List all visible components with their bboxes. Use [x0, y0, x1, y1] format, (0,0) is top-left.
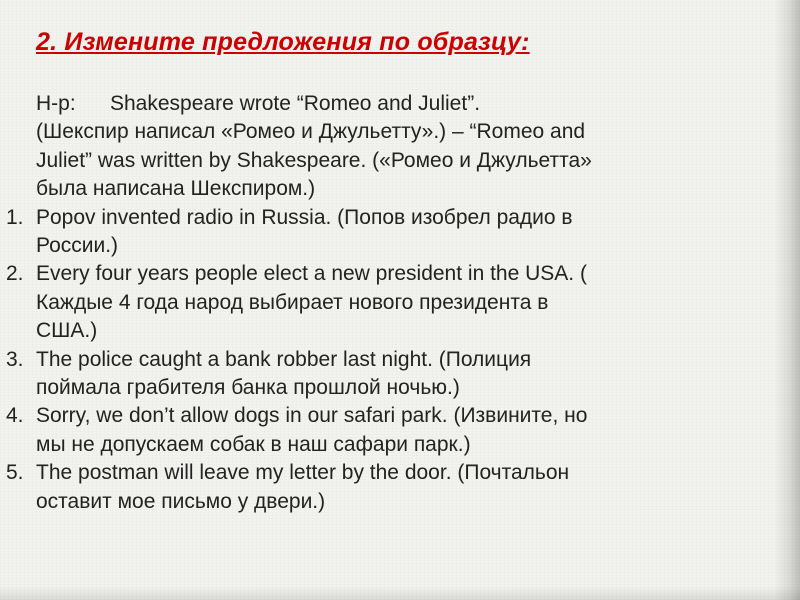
list-item-line: Sorry, we don’t allow dogs in our safari park. (Извините, но — [36, 404, 588, 428]
example-label: Н-р: — [36, 92, 76, 115]
slide-body — [0, 90, 770, 516]
list-item-line: Every four years people elect a new president in the USA. ( — [36, 262, 587, 286]
slide-bottom-shadow — [0, 586, 800, 600]
example-sentence: Shakespeare wrote “Romeo and Juliet”. — [110, 92, 481, 115]
example-line-4: была написана Шекспиром.) — [36, 177, 316, 201]
list-item-line: оставит мое письмо у двери.) — [36, 489, 326, 513]
list-item-line: мы не допускаем собак в наш сафари парк.) — [36, 432, 471, 456]
list-item-number: 1. — [6, 205, 24, 229]
list-item-line: Каждые 4 года народ выбирает нового президента в — [36, 290, 549, 314]
list-item-3 — [0, 346, 770, 403]
list-item-line: России.) — [36, 234, 119, 258]
list-item-line: The postman will leave my letter by the door. (Почтальон — [36, 461, 570, 485]
list-item-line: США.) — [36, 319, 98, 343]
list-item-5 — [0, 459, 770, 516]
slide-title: 2. Измените предложения по образцу: — [36, 28, 530, 56]
list-item-number: 5. — [6, 461, 24, 485]
list-item-4 — [0, 402, 770, 459]
list-item-line: Popov invented radio in Russia. (Попов изобрел радио в — [36, 205, 573, 229]
list-item-number: 3. — [6, 347, 24, 371]
list-item-number: 4. — [6, 404, 24, 428]
example-line-3: Juliet” was written by Shakespeare. («Ромео и Джульетта» — [36, 148, 592, 172]
list-item-line: поймала грабителя банка прошлой ночью.) — [36, 376, 460, 400]
example-line-2: (Шекспир написал «Ромео и Джульетту».) – “Romeo and — [36, 120, 586, 144]
example-block — [0, 90, 770, 204]
list-item-1 — [0, 204, 770, 261]
slide-edge-shadow — [774, 0, 800, 600]
list-item-number: 2. — [6, 262, 24, 286]
list-item-line: The police caught a bank robber last night. (Полиция — [36, 347, 532, 371]
example-line-1 — [36, 90, 770, 118]
list-item-2 — [0, 260, 770, 345]
